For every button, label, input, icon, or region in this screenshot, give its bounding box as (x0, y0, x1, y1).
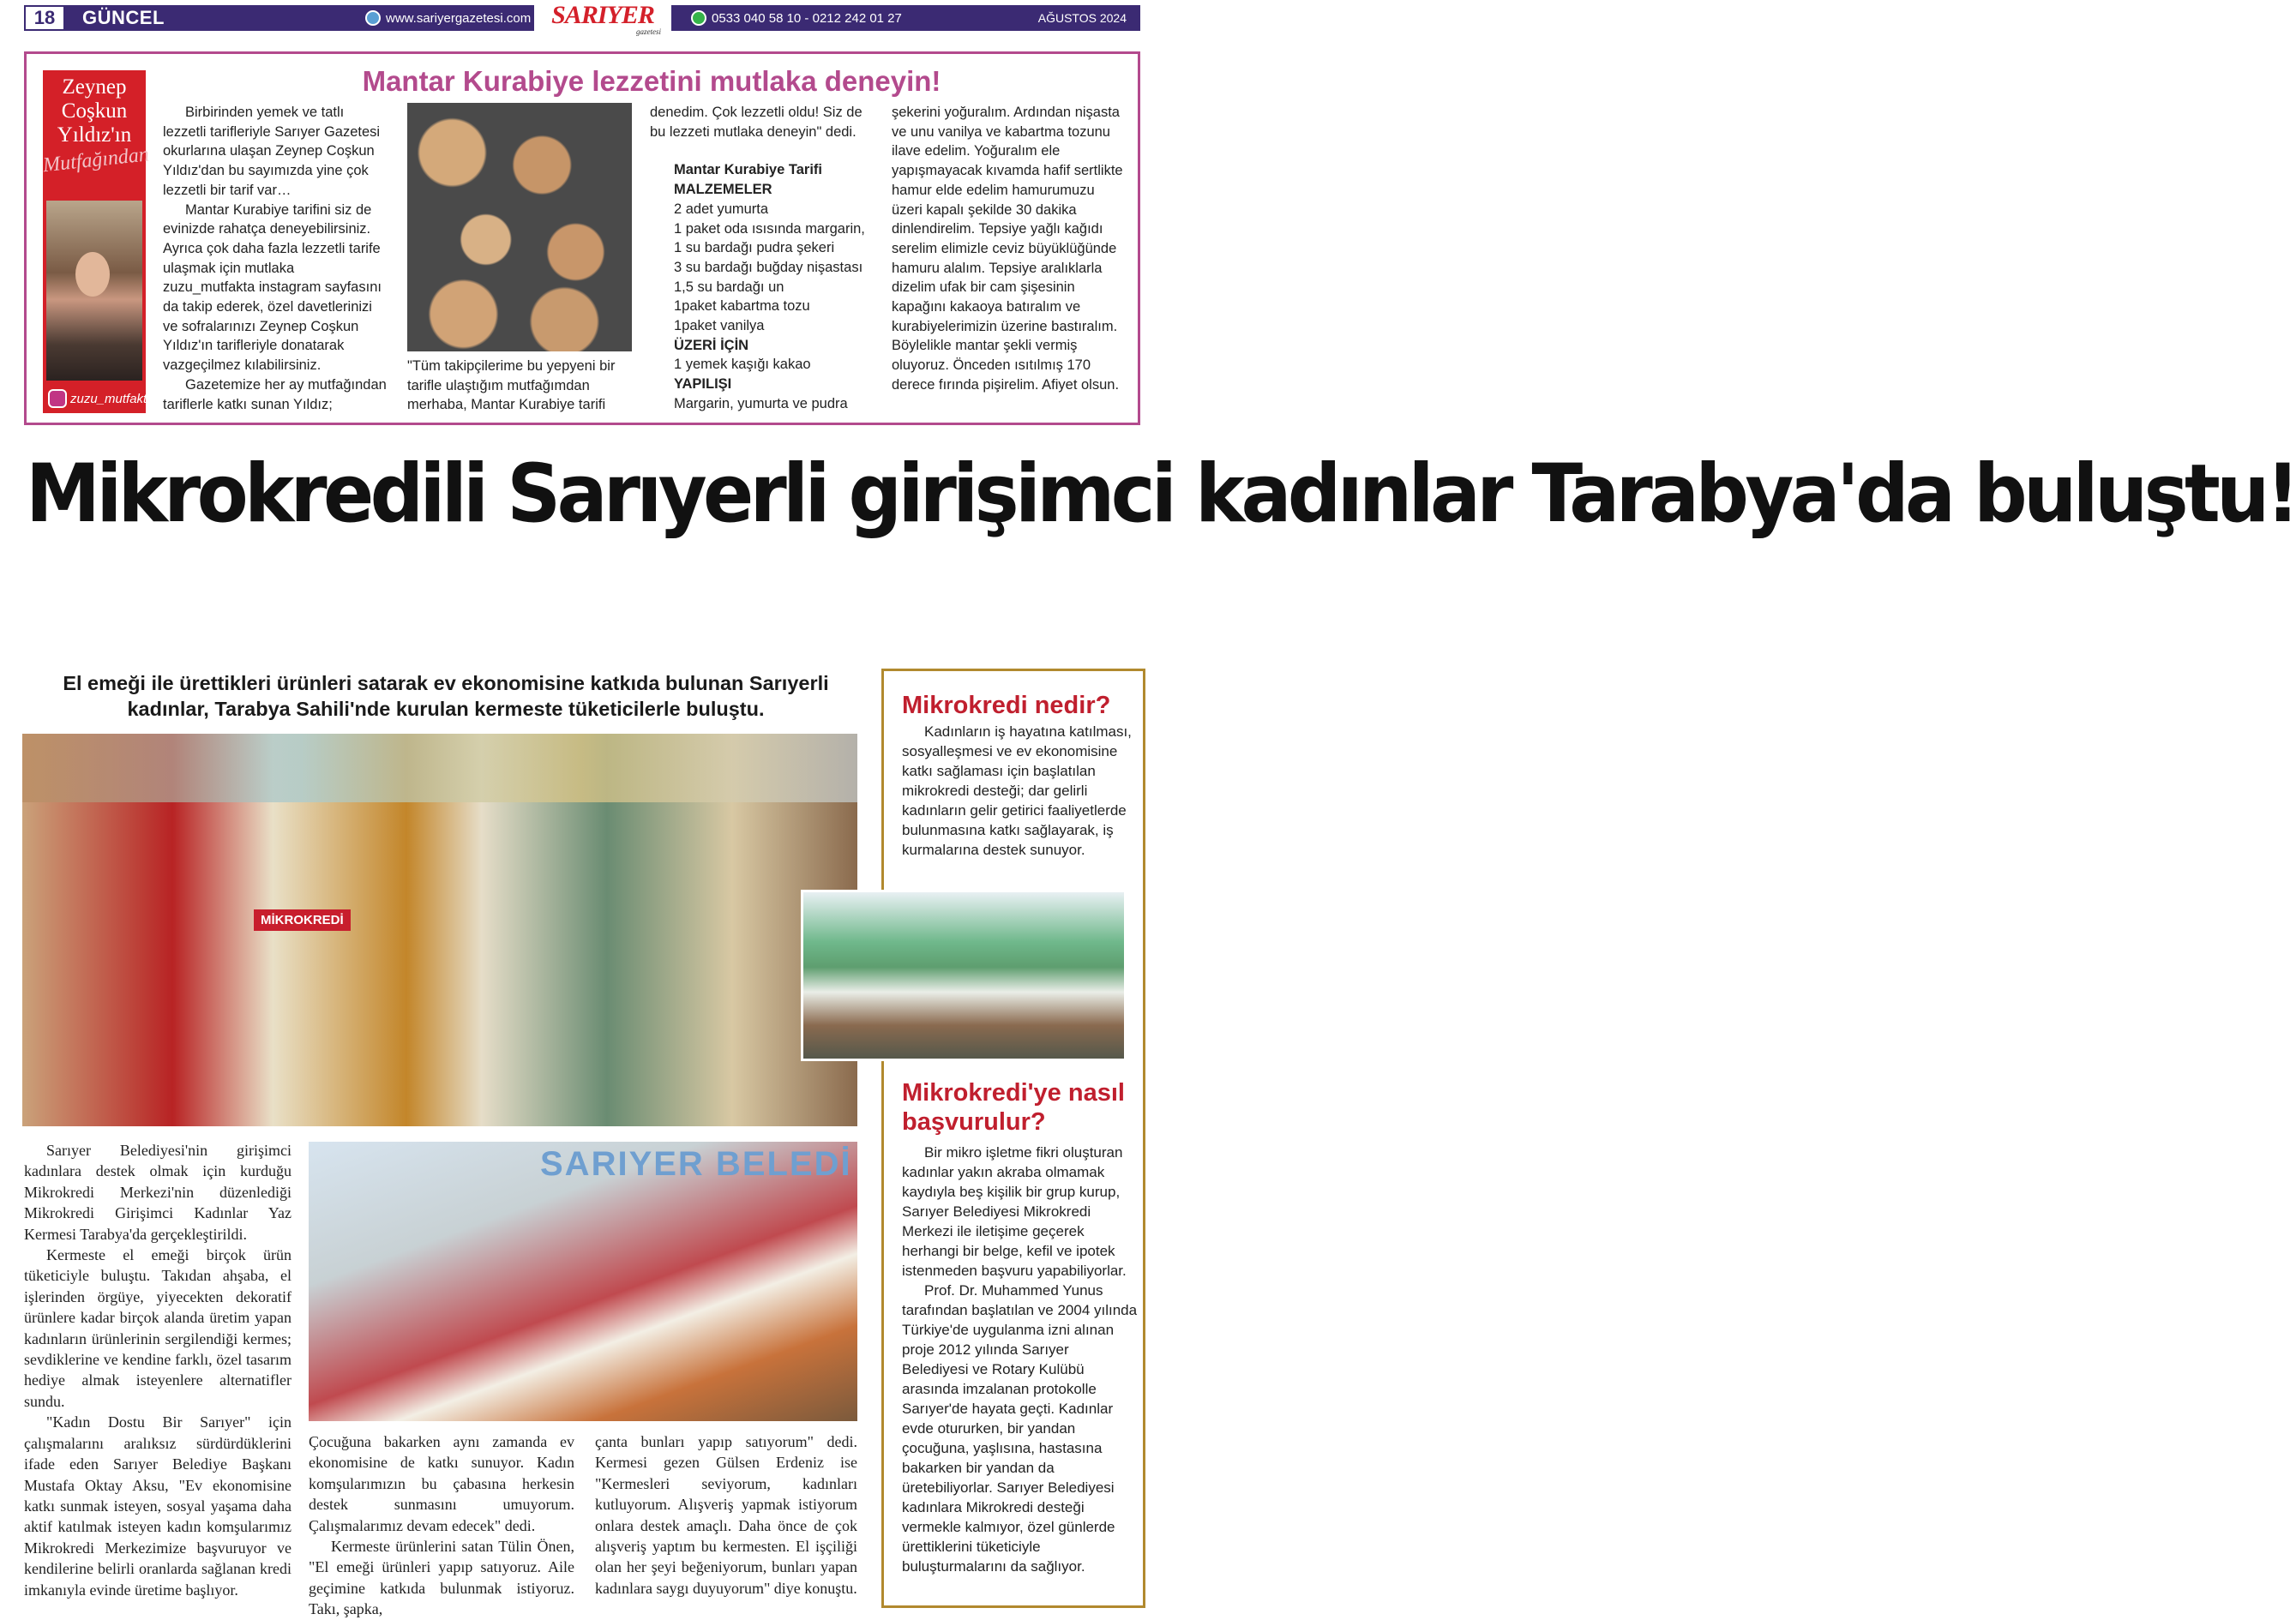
tent-banner-text: SARIYER BELEDİ (540, 1145, 852, 1183)
recipe-name: Mantar Kurabiye Tarifi (674, 162, 822, 178)
caption-text: "Tüm takipçilerime bu yepyeni bir tarifle ulaştığım mutfağımdan merhaba, Mantar Kurabiye tarifi (407, 358, 616, 413)
article-column-3 (595, 1431, 857, 1599)
page-header (24, 1, 1140, 36)
method-text: şekerini yoğuralım. Ardından nişasta ve unu vanilya ve kabartma tozunu ilave edelim. Yoğuralım ele yapışmayacak kıvamda hafif sertlikte hamur elde edelim hamurumuzu üzeri kapalı şekilde 30 dakika dinlendirelim. Tepsiye yağlı kağıdı serelim elimizle ceviz büyüklüğünde hamuru alalım. Tepsiye aralıklarla dizelim ufak bir cam şişesinin kapağını kakaoya batıralım ve kurabiyelerimizin üzerine bastıralım. Böylelikle mantar şekli vermiş oluyoruz. Önceden ısıtılmış 170 derece fırında pişirelim. Afiyet olsun. (892, 105, 1123, 393)
sidebar-heading-2: Mikrokredi'ye nasıl başvurulur? (902, 1079, 1125, 1136)
recipe-column-3 (650, 103, 875, 414)
method-label: YAPILIŞI (674, 376, 732, 393)
page-number: 18 (24, 5, 65, 31)
globe-icon (365, 10, 381, 26)
article-paragraph: Sarıyer Belediyesi'nin girişimci kadınlara destek olmak için kurduğu Mikrokredi Merkezi'nin düzenlediği Mikrokredi Girişimci Kadınlar Yaz Kermesi Tarabya'da gerçekleştirildi. (24, 1142, 292, 1243)
photo-background-stalls (22, 734, 857, 802)
chef-panel (41, 70, 154, 413)
recipe-column-4 (892, 103, 1127, 395)
ingredient-item: 1 paket oda ısısında margarin, (674, 220, 865, 237)
website-url[interactable]: www.sariyergazetesi.com (386, 10, 532, 26)
phone-numbers: 0533 040 58 10 - 0212 242 01 27 (712, 10, 902, 26)
instagram-handle[interactable]: zuzu_mutfakta (70, 391, 154, 406)
instagram-handle-block (48, 389, 154, 408)
ingredient-item: 1,5 su bardağı un (674, 279, 784, 295)
recipe-paragraph: Mantar Kurabiye tarifini siz de evinizde rahatça deneyebilirsiniz. Ayrıca çok daha fazla lezzetli tarife ulaşmak için mutlaka zuzu_mutfakta instagram sayfasını da takip ederek, özel davetlerinizi ve sofralarınızı Zeynep Coşkun Yıldız'ın tarifleriyle donatarak vazgeçilmez kılabilirsiniz. (163, 201, 382, 374)
recipe-intro-end: denedim. Çok lezzetli oldu! Siz de bu lezzeti mutlaka deneyin" dedi. (650, 105, 863, 140)
article-paragraph: Çocuğuna bakarken aynı zamanda ev ekonomisine de katkı sunuyor. Kadın komşularımızın bu çabasına herkesin destek sunmasını umuyorum. Çalışmalarımız devam edecek" dedi. (309, 1433, 574, 1534)
chef-name: Zeynep Coşkun Yıldız'ın (57, 75, 132, 147)
method-start: Margarin, yumurta ve pudra (674, 395, 848, 411)
chef-kitchen-script: Mutfağından (41, 143, 150, 177)
ingredient-item: 3 su bardağı buğday nişastası (674, 259, 863, 275)
article-subheadline: El emeği ile ürettikleri ürünleri satarak ev ekonomisine katkıda bulunan Sarıyerli kadınlar, Tarabya Sahili'nde kurulan kermeste tüketicilerle buluştu. (63, 672, 829, 720)
ingredients-label: MALZEMELER (674, 182, 772, 198)
kermes-photo-main (22, 734, 857, 1126)
sidebar-text-2 (902, 1143, 1138, 1576)
cookies-photo (407, 103, 632, 351)
logo-subtext: gazetesi (636, 27, 661, 36)
section-name: GÜNCEL (82, 7, 165, 28)
article-column-2 (309, 1431, 574, 1620)
newspaper-logo (534, 2, 671, 36)
recipe-paragraph: Gazetemize her ay mutfağından tariflerle katkı sunan Yıldız; (163, 376, 387, 412)
article-headline: Mikrokredili Sarıyerli girişimci kadınlar Tarabya'da buluştu! (26, 447, 2296, 541)
sidebar-paragraph: Kadınların iş hayatına katılması, sosyalleşmesi ve ev ekonomisine katkı sağlaması için başlatılan mikrokredi desteği; dar gelirli kadınların gelir getirici faaliyetlerde bulunmasına katkı sağlayarak, iş kurmalarına destek sunuyor. (902, 723, 1132, 858)
kermes-photo-stall (309, 1142, 857, 1421)
sidebar-paragraph: Prof. Dr. Muhammed Yunus tarafından başlatılan ve 2004 yılında Türkiye'de uygulanma izni alınan proje 2012 yılında Sarıyer Belediyesi ve Rotary Kulübü arasında imzalanan protokolle Sarıyer'de hayata geçti. Kadınlar evde otururken, bir yandan çocuğuna, yaşlısına, hastasına bakarken bir yandan da üretebiliyorlar. Sarıyer Belediyesi kadınlara Mikrokredi desteği vermekle kalmıyor, özel günlerde ürettiklerini tüketiciyle buluşturmalarını da sağlıyor. (902, 1282, 1138, 1575)
whatsapp-icon (691, 10, 706, 26)
instagram-icon (48, 389, 67, 408)
apron-label: MİKROKREDİ (254, 909, 351, 931)
recipe-title: Mantar Kurabiye lezzetini mutlaka deneyin! (362, 65, 941, 97)
ingredient-item: 2 adet yumurta (674, 201, 769, 217)
topping-label: ÜZERİ İÇİN (674, 337, 749, 353)
recipe-caption (407, 357, 632, 415)
kermes-photo-side (801, 890, 1127, 1061)
logo-text: SARIYER (551, 1, 654, 29)
sidebar-paragraph: Bir mikro işletme fikri oluşturan kadınlar yakın akraba olmamak kaydıyla beş kişilik bir grup kurup, Sarıyer Belediyesi Mikrokredi Merkezi ile iletişime geçerek herhangi bir belge, kefil ve ipotek istenmeden başvuru yapabiliyorlar. (902, 1144, 1127, 1279)
article-paragraph: "Kadın Dostu Bir Sarıyer" için çalışmalarını aralıksız sürdürdüklerini ifade eden Sarıyer Belediye Başkanı Mustafa Oktay Aksu, "Ev ekonomisine katkı sunmak isteyen, sosyal yaşama daha aktif katılmak isteyen kadın komşularımız Mikrokredi Merkezimize başvuruyor ve kendilerine belirli oranlarda sağlanan kredi imkanıyla evinde üretime başlıyor. (24, 1413, 292, 1599)
recipe-column-1 (163, 103, 388, 414)
ingredient-item: 1paket kabartma tozu (674, 298, 810, 315)
article-column-1 (24, 1140, 292, 1600)
article-paragraph: çanta bunları yapıp satıyorum" dedi. Kermesi gezen Gülsen Erdeniz ise "Kermesleri seviyorum, kadınları kutluyorum. Alışveriş yapmak istiyorum onlara destek amaçlı. Daha önce de çok alışveriş yaptım bu kermesten. El işçiliği olan her şeyi beğeniyorum, bunları yapan kadınlara saygı duyuyorum" diye konuştu. (595, 1433, 857, 1597)
topping-item: 1 yemek kaşığı kakao (674, 357, 811, 373)
ingredient-item: 1 su bardağı pudra şekeri (674, 240, 835, 256)
chef-photo (46, 201, 142, 381)
issue-date: AĞUSTOS 2024 (1037, 11, 1127, 25)
sidebar-heading-1: Mikrokredi nedir? (902, 692, 1111, 719)
ingredients-block (650, 180, 875, 413)
chef-face (75, 252, 110, 297)
recipe-paragraph: Birbirinden yemek ve tatlı lezzetli tarifleriyle Sarıyer Gazetesi okurlarına ulaşan Zeynep Coşkun Yıldız'dan bu sayımızda yine çok lezzetli bir tarif var… (163, 105, 381, 198)
article-paragraph: Kermeste ürünlerini satan Tülin Önen, "El emeği ürünleri yapıp satıyoruz. Aile geçimine katkıda bulunmak istiyoruz. Takı, şapka, (309, 1538, 574, 1618)
phone-block (691, 10, 902, 26)
article-paragraph: Kermeste el emeği birçok ürün tüketiciyle buluştu. Takıdan ahşaba, el işlerinden örgüye, yiyecekten dekoratif ürünlere kadar birçok alanda üretim yapan kadınların ürünlerinin sergilendiği kermes; sevdiklerine ve kendine farklı, özel tasarım hediye almak isteyenlere alternatifler sundu. (24, 1246, 292, 1410)
sidebar-text-1 (902, 722, 1138, 860)
website-block (365, 10, 531, 26)
ingredient-item: 1paket vanilya (674, 318, 765, 334)
